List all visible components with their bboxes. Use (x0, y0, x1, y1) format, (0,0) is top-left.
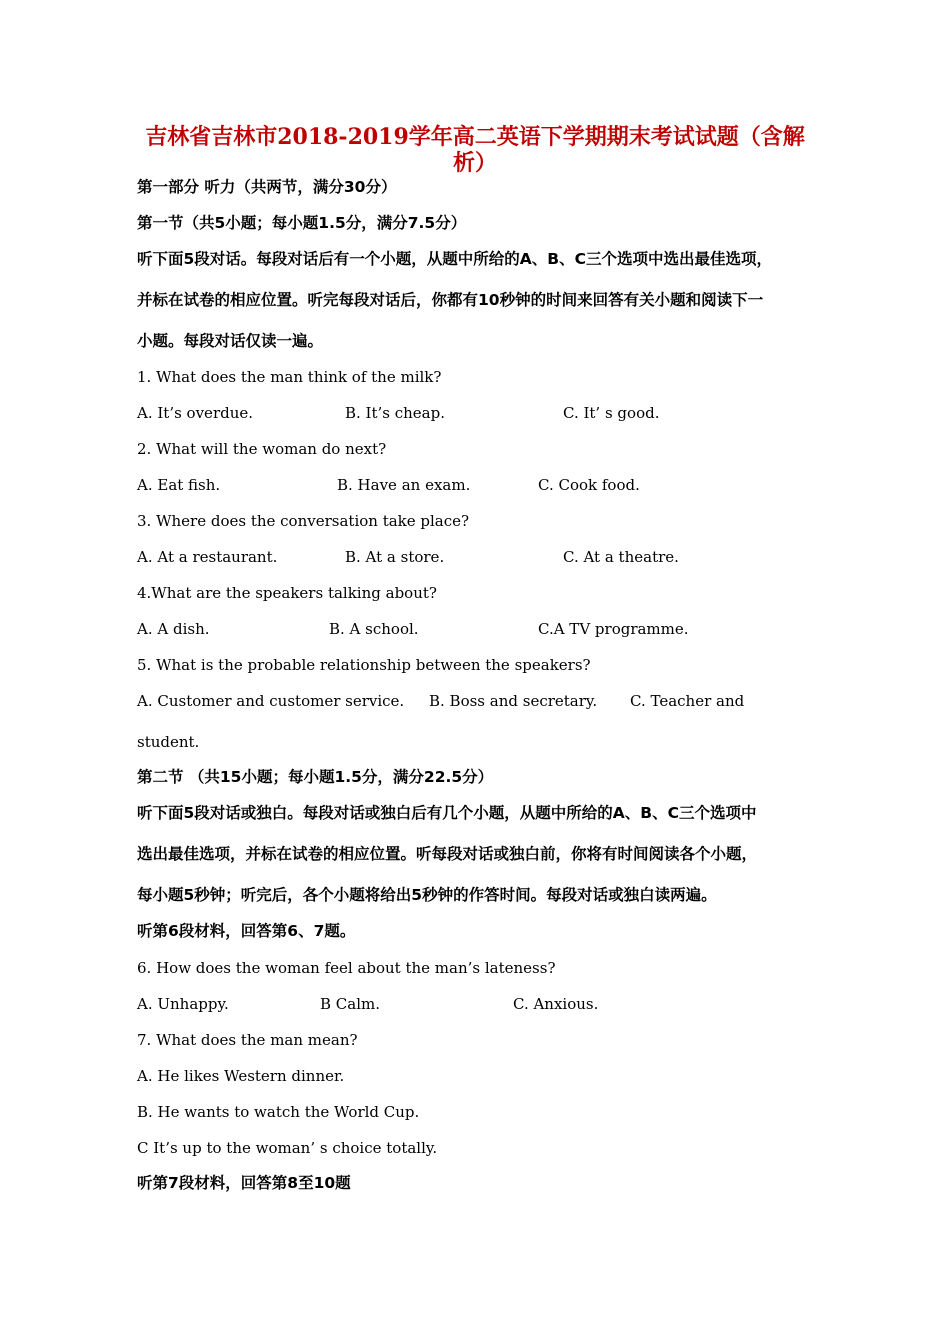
section2-instruction-2: 选出最佳选项，并标在试卷的相应位置。听每段对话或独白前，你将有时间阅读各个小题， (137, 845, 758, 863)
question-3-option-a: A. At a restaurant. (137, 548, 278, 566)
question-1-stem: 1. What does the man think of the milk? (137, 368, 442, 386)
document-title (130, 124, 820, 176)
question-6-option-c: C. Anxious. (513, 995, 599, 1013)
question-2-stem: 2. What will the woman do next? (137, 440, 387, 458)
section2-instruction-1: 听下面5段对话或独白。每段对话或独白后有几个小题，从题中所给的A、B、C三个选项中 (137, 804, 757, 822)
question-6-option-b: B Calm. (320, 995, 380, 1013)
question-3-option-c: C. At a theatre. (563, 548, 679, 566)
section1-instruction-2: 并标在试卷的相应位置。听完每段对话后，你都有10秒钟的时间来回答有关小题和阅读下一 (137, 291, 764, 309)
section1-instruction-3: 小题。每段对话仅读一遍。 (137, 332, 324, 350)
question-5-option-c: C. Teacher and (630, 692, 745, 710)
question-2-option-b: B. Have an exam. (337, 476, 471, 494)
question-5-option-c-continued: student. (137, 733, 200, 751)
question-5-option-a: A. Customer and customer service. (137, 692, 405, 710)
question-3-stem: 3. Where does the conversation take place? (137, 512, 470, 530)
question-1-option-c: C. It’ s good. (563, 404, 660, 422)
question-4-option-c: C.A TV programme. (538, 620, 689, 638)
question-4-option-a: A. A dish. (137, 620, 210, 638)
section1-instruction-1: 听下面5段对话。每段对话后有一个小题，从题中所给的A、B、C三个选项中选出最佳选项， (137, 250, 772, 268)
question-7-stem: 7. What does the man mean? (137, 1031, 358, 1049)
title-line-1: 吉林省吉林市2018-2019学年高二英语下学期期末考试试题（含解 (145, 124, 805, 150)
title-line-2: 析） (452, 150, 497, 176)
question-4-stem: 4.What are the speakers talking about? (137, 584, 437, 602)
question-1-option-a: A. It’s overdue. (137, 404, 254, 422)
question-6-stem: 6. How does the woman feel about the man’s lateness? (137, 959, 556, 977)
question-5-option-b: B. Boss and secretary. (429, 692, 598, 710)
question-5-stem: 5. What is the probable relationship between the speakers? (137, 656, 591, 674)
question-7-option-b: B. He wants to watch the World Cup. (137, 1103, 420, 1121)
question-4-option-b: B. A school. (329, 620, 419, 638)
question-3-option-b: B. At a store. (345, 548, 445, 566)
material-7-heading: 听第7段材料，回答第8至10题 (137, 1174, 351, 1192)
section2-heading: 第二节 （共15小题；每小题1.5分，满分22.5分） (137, 768, 494, 786)
part1-heading: 第一部分 听力（共两节，满分30分） (137, 178, 397, 196)
question-7-option-a: A. He likes Western dinner. (137, 1067, 345, 1085)
material-6-heading: 听第6段材料，回答第6、7题。 (137, 922, 356, 940)
section1-heading: 第一节（共5小题；每小题1.5分，满分7.5分） (137, 214, 467, 232)
question-2-option-a: A. Eat fish. (137, 476, 221, 494)
question-7-option-c: C It’s up to the woman’ s choice totally. (137, 1139, 438, 1157)
section2-instruction-3: 每小题5秒钟；听完后，各个小题将给出5秒钟的作答时间。每段对话或独白读两遍。 (137, 886, 717, 904)
question-1-option-b: B. It’s cheap. (345, 404, 445, 422)
question-2-option-c: C. Cook food. (538, 476, 640, 494)
question-6-option-a: A. Unhappy. (137, 995, 229, 1013)
